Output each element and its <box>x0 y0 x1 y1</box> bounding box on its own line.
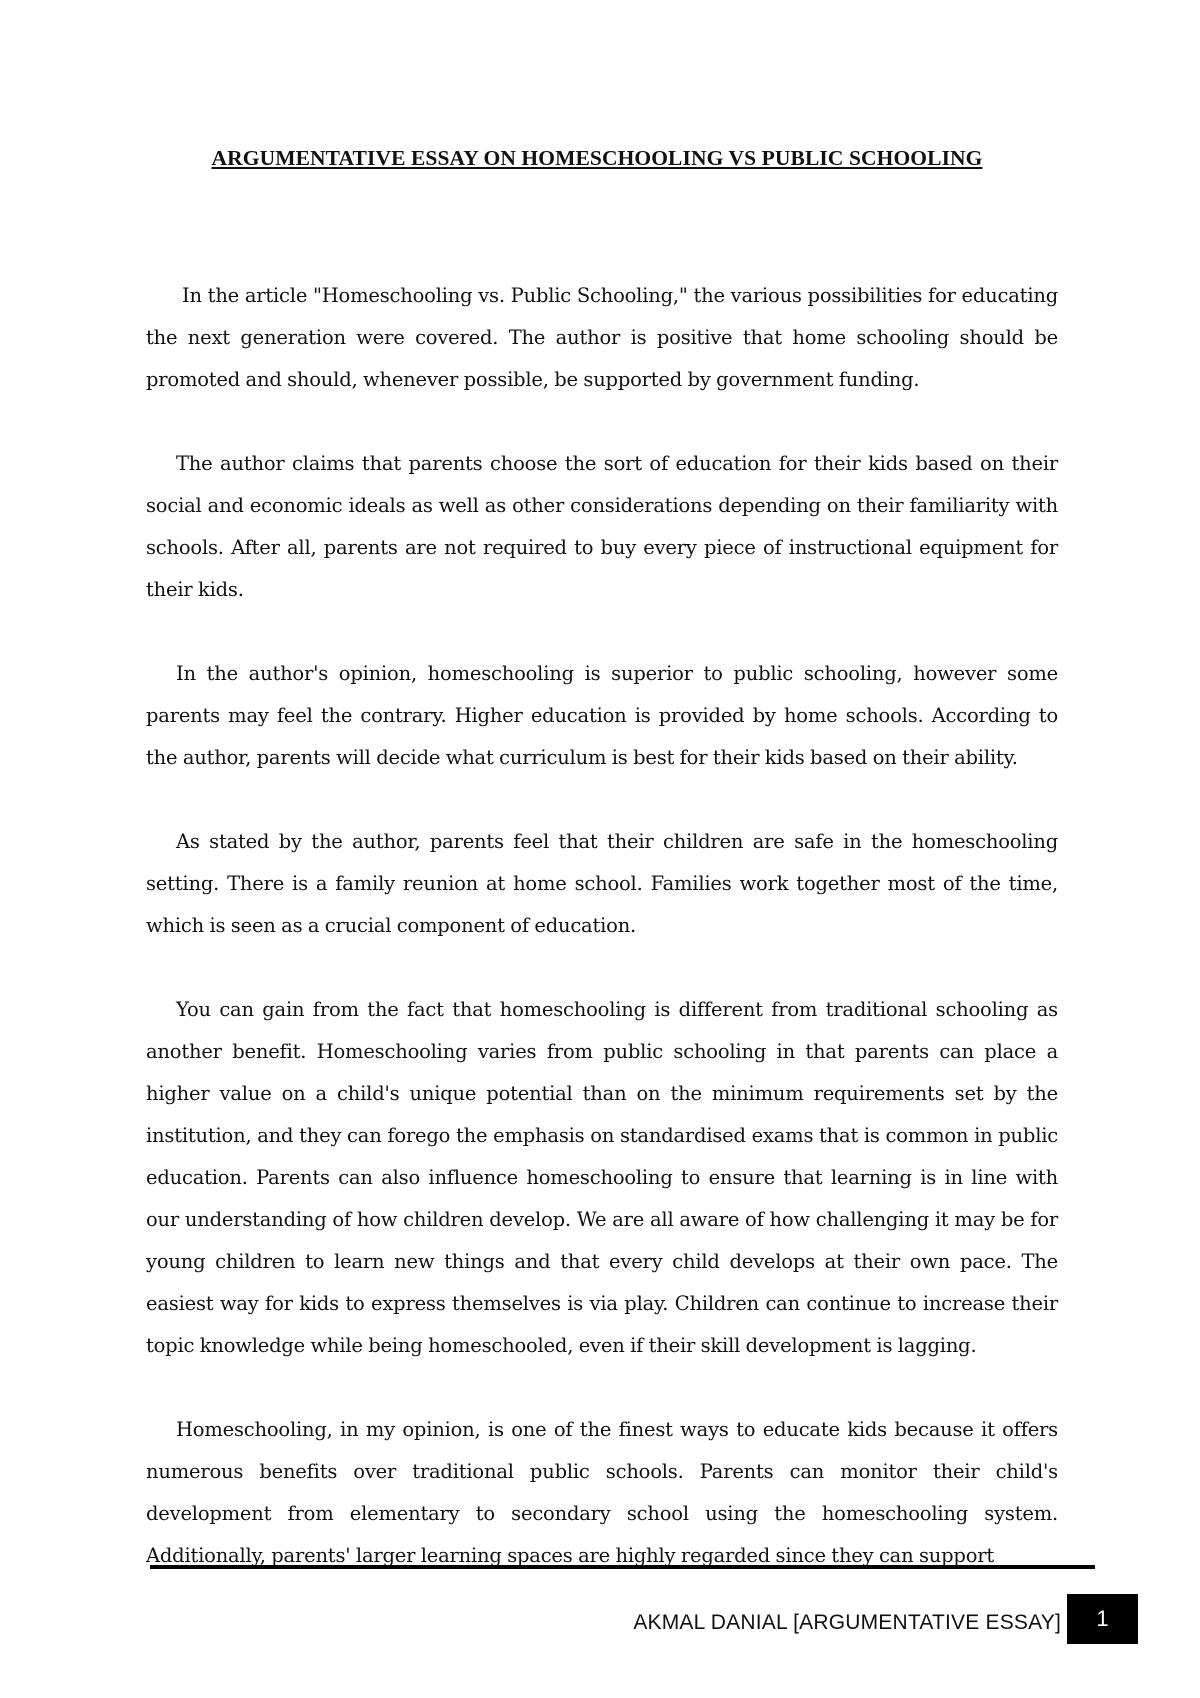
essay-title: ARGUMENTATIVE ESSAY ON HOMESCHOOLING VS PUBLIC SCHOOLING <box>211 146 983 170</box>
paragraph-1: In the article "Homeschooling vs. Public Schooling," the various possibilities for educating the next generation were covered. The author is positive that home schooling should be promoted and should, whenever possible, be supported by government funding. <box>146 284 1058 391</box>
page-number: 1 <box>1096 1606 1109 1631</box>
page-number-badge <box>1067 1594 1138 1644</box>
essay-body <box>146 275 1058 1565</box>
paragraph-4: As stated by the author, parents feel that their children are safe in the homeschooling setting. There is a family reunion at home school. Families work together most of the time, which is seen as a crucial component of education. <box>146 830 1058 937</box>
paragraph-6: Homeschooling, in my opinion, is one of the finest ways to educate kids because it offers numerous benefits over traditional public schools. Parents can monitor their child's development from elementary to secondary school using the homeschooling system. Additionally, parents' larger learning spaces are highly regarded since they can support <box>146 1418 1058 1565</box>
paragraph-3: In the author's opinion, homeschooling is superior to public schooling, however some parents may feel the contrary. Higher education is provided by home schools. According to the author, parents will decide what curriculum is best for their kids based on their ability. <box>146 662 1058 769</box>
footer-divider <box>150 1565 1095 1569</box>
footer-header-text: AKMAL DANIAL [ARGUMENTATIVE ESSAY] <box>633 1611 1061 1634</box>
paragraph-2: The author claims that parents choose the sort of education for their kids based on their social and economic ideals as well as other considerations depending on their familiarity with schools. After all, parents are not required to buy every piece of instructional equipment for their kids. <box>146 452 1058 601</box>
paragraph-5: You can gain from the fact that homeschooling is different from traditional schooling as another benefit. Homeschooling varies from public schooling in that parents can place a higher value on a child's unique potential than on the minimum requirements set by the institution, and they can forego the emphasis on standardised exams that is common in public education. Parents can also influence homeschooling to ensure that learning is in line with our understanding of how children develop. We are all aware of how challenging it may be for young children to learn new things and that every child develops at their own pace. The easiest way for kids to express themselves is via play. Children can continue to increase their topic knowledge while being homeschooled, even if their skill development is lagging. <box>146 998 1058 1357</box>
